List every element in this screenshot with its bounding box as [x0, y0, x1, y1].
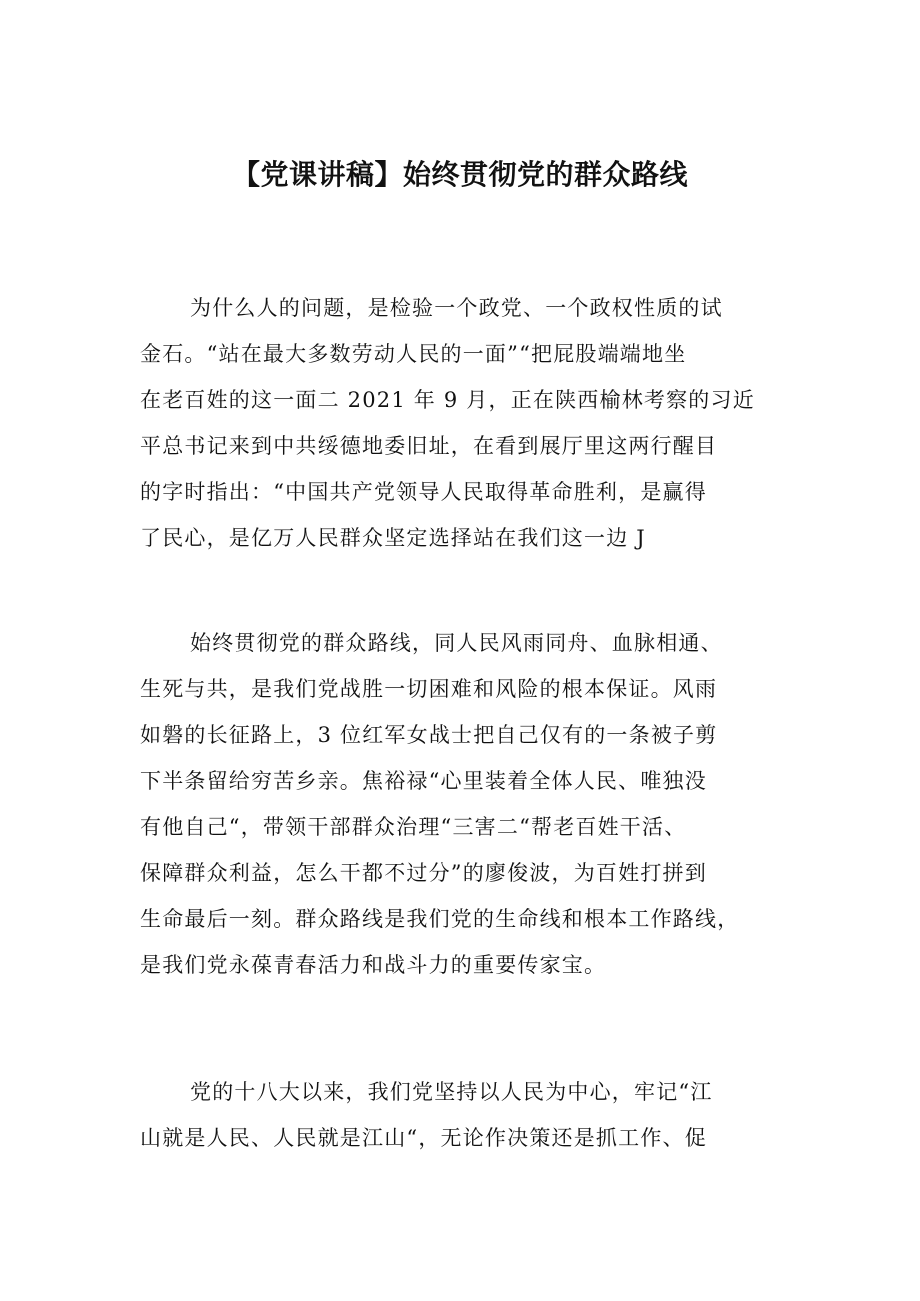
paragraph-3	[140, 1069, 800, 1161]
paragraph-line: 生命最后一刻。群众路线是我们党的生命线和根本工作路线，	[140, 907, 740, 931]
paragraph-line: 是我们党永葆青春活力和战斗力的重要传家宝。	[140, 953, 607, 977]
paragraph-line: 平总书记来到中共绥德地委旧址，在看到展厅里这两行醒目	[140, 434, 718, 458]
paragraph-line: 下半条留给穷苦乡亲。焦裕禄“心里装着全体人民、唯独没	[140, 769, 707, 793]
paragraph-line: 保障群众利益，怎么干都不过分”的廖俊波，为百姓打拼到	[140, 861, 707, 885]
paragraph-line: 有他自己“，带领干部群众治理“三害二“帮老百姓干活、	[140, 815, 687, 839]
paragraph-2	[140, 620, 800, 988]
paragraph-line: 党的十八大以来，我们党坚持以人民为中心，牢记“江	[190, 1080, 713, 1104]
paragraph-line: 了民心，是亿万人民群众坚定选择站在我们这一边 J	[140, 526, 646, 550]
paragraph-line: 金石。“站在最大多数劳动人民的一面”“把屁股端端地坐	[140, 342, 687, 366]
paragraph-line: 始终贯彻党的群众路线，同人民风雨同舟、血脉相通、	[190, 631, 723, 655]
paragraph-line: 生死与共，是我们党战胜一切困难和风险的根本保证。风雨	[140, 677, 718, 701]
paragraph-1	[140, 285, 800, 561]
paragraph-line: 为什么人的问题，是检验一个政党、一个政权性质的试	[190, 296, 723, 320]
paragraph-line: 如磐的长征路上，3 位红军女战士把自己仅有的一条被子剪	[140, 723, 718, 747]
paragraph-line: 在老百姓的这一面二 2021 年 9 月，正在陕西榆林考察的习近	[140, 388, 755, 412]
document-title: 【党课讲稿】始终贯彻党的群众路线	[231, 158, 688, 191]
paragraph-line: 山就是人民、人民就是江山“，无论作决策还是抓工作、促	[140, 1126, 707, 1150]
paragraph-line: 的字时指出：“中国共产党领导人民取得革命胜利，是赢得	[140, 480, 707, 504]
